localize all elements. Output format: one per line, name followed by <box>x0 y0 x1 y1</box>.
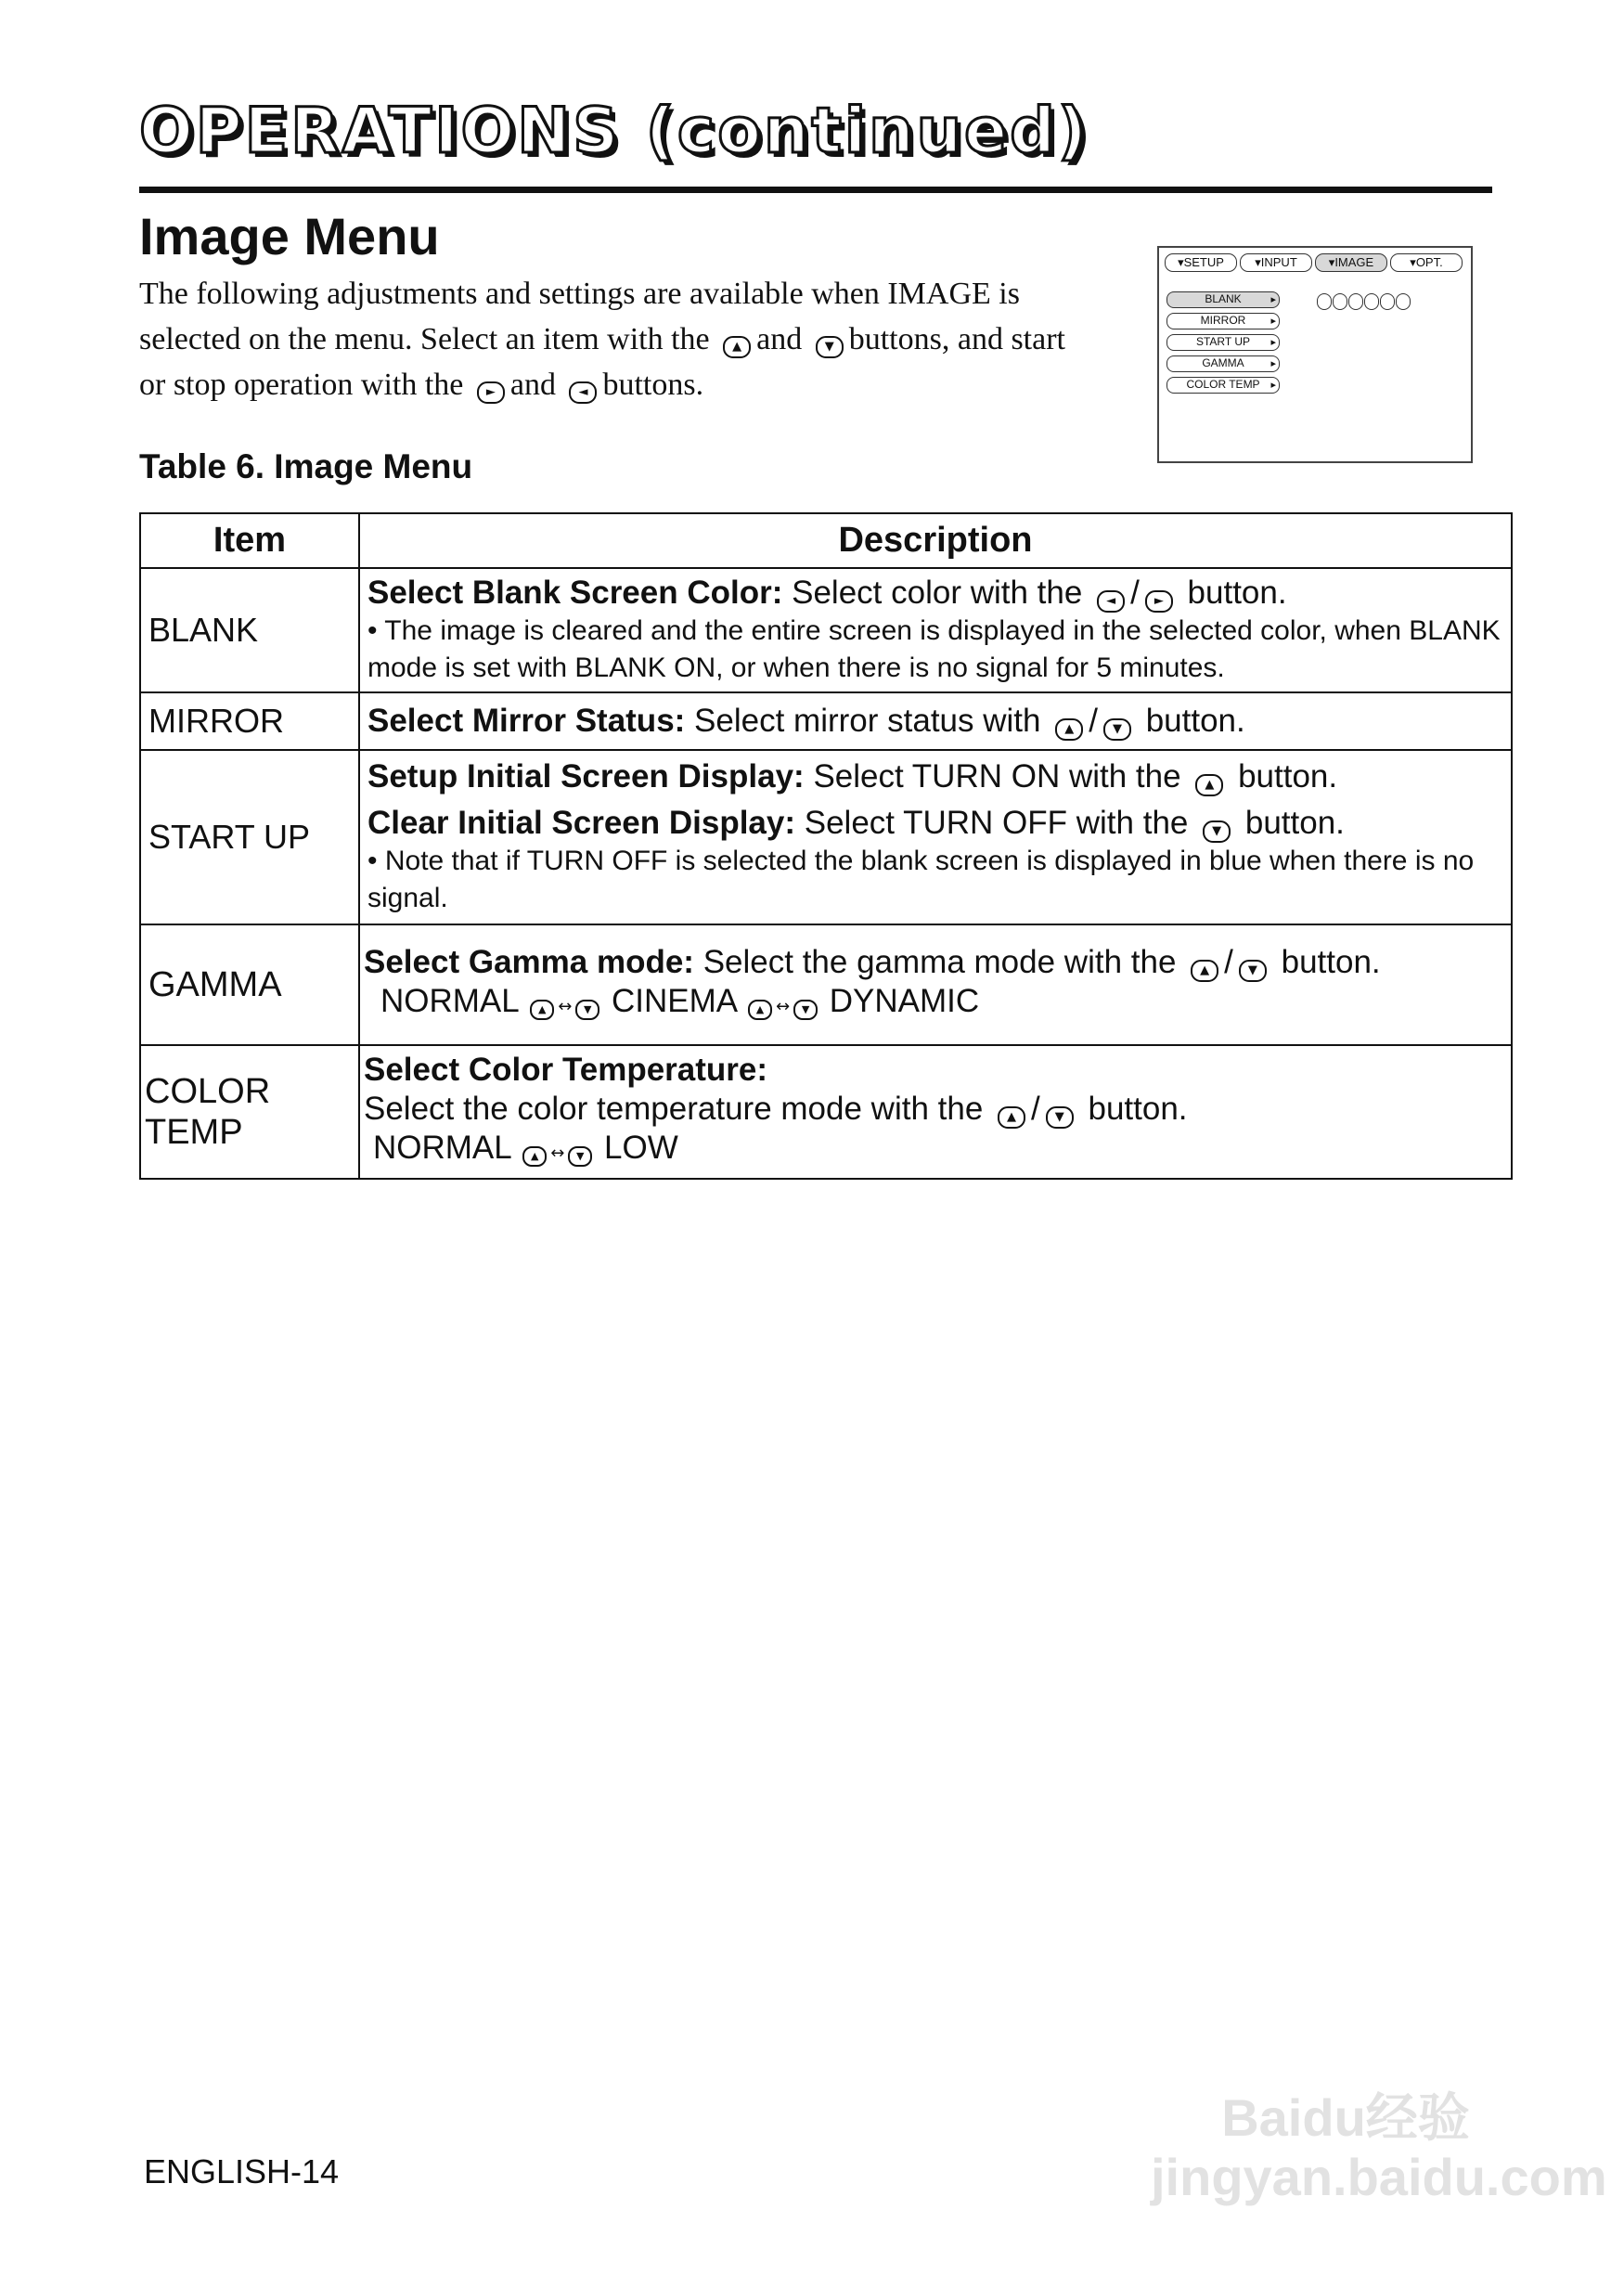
header-description: Description <box>359 513 1512 568</box>
intro-and-2: and <box>509 368 556 402</box>
up-button-icon: ▲ <box>723 336 751 358</box>
menu-tab-opt: ▾OPT. <box>1390 253 1463 272</box>
color-cells <box>1317 293 1411 310</box>
item-cell: GAMMA <box>140 924 359 1045</box>
image-menu-table <box>139 512 1513 1180</box>
tab-arrow-icon: ▾ <box>1410 255 1416 269</box>
description-cell <box>359 1045 1512 1179</box>
intro-paragraph <box>139 271 1095 407</box>
menu-preview-items <box>1166 291 1280 398</box>
menu-tab-image: ▾IMAGE <box>1315 253 1387 272</box>
tab-arrow-icon: ▾ <box>1255 255 1261 269</box>
header-item: Item <box>140 513 359 568</box>
menu-item-color-temp: COLOR TEMP ▸ <box>1166 377 1280 394</box>
table-row-color-temp <box>140 1045 1512 1179</box>
desc-line: Select Blank Screen Color: Select color with the ◄ / ► button. <box>367 575 1287 611</box>
up-button-icon: ▲ <box>530 1000 554 1020</box>
down-button-icon: ▼ <box>568 1146 592 1167</box>
up-button-icon: ▲ <box>748 1000 772 1020</box>
bidirectional-arrow-icon: ↔ <box>775 997 791 1016</box>
up-button-icon: ▲ <box>998 1106 1025 1129</box>
menu-item-start-up: START UP ▸ <box>1166 334 1280 351</box>
item-cell: MIRROR <box>140 692 359 750</box>
up-button-icon: ▲ <box>1195 774 1223 796</box>
down-button-icon: ▼ <box>1103 718 1131 741</box>
bidirectional-arrow-icon: ↔ <box>550 1143 565 1163</box>
item-cell: BLANK <box>140 568 359 692</box>
baidu-watermark: Baidu经验 jingyan.baidu.com <box>1151 2088 1607 2206</box>
description-cell: Select Mirror Status: Select mirror status with ▲ / ▼ button. <box>359 692 1512 750</box>
note-text: • The image is cleared and the entire screen is displayed in the selected color, when BLANK mode is set with BLANK ON, or when there is no signal for 5 minutes. <box>367 615 1501 683</box>
mode-sequence: NORMAL ▲ ↔ ▼ CINEMA ▲ ↔ ▼ DYNAMIC <box>380 983 980 1019</box>
right-button-icon: ► <box>477 381 505 404</box>
menu-item-mirror: MIRROR ▸ <box>1166 313 1280 329</box>
down-button-icon: ▼ <box>575 1000 599 1020</box>
item-cell: COLOR TEMP <box>140 1045 359 1179</box>
note-text: • Note that if TURN OFF is selected the blank screen is displayed in blue when there is no signal. <box>367 846 1475 913</box>
table-caption: Table 6. Image Menu <box>139 447 473 485</box>
down-button-icon: ▼ <box>1239 960 1267 982</box>
table-row-blank <box>140 568 1512 692</box>
menu-preview <box>1157 246 1473 463</box>
desc-line: Select the color temperature mode with the ▲ / ▼ button. <box>364 1091 1188 1127</box>
color-cell <box>1380 293 1395 310</box>
up-button-icon: ▲ <box>1191 960 1218 982</box>
tab-arrow-icon: ▾ <box>1328 255 1335 269</box>
item-cell: START UP <box>140 750 359 924</box>
menu-item-gamma: GAMMA ▸ <box>1166 355 1280 372</box>
desc-line: Select Gamma mode: Select the gamma mode with the ▲ / ▼ button. <box>364 944 1381 980</box>
left-button-icon: ◄ <box>1097 590 1125 613</box>
mode-sequence: NORMAL ▲ ↔ ▼ LOW <box>373 1130 678 1166</box>
table-row-mirror <box>140 692 1512 750</box>
down-button-icon: ▼ <box>1046 1106 1074 1129</box>
intro-text-3: buttons. <box>602 368 704 402</box>
down-button-icon: ▼ <box>816 336 844 358</box>
menu-tab-setup: ▾SETUP <box>1165 253 1237 272</box>
desc-line: Setup Initial Screen Display: Select TURN ON with the ▲ button. <box>367 758 1338 795</box>
up-button-icon: ▲ <box>1055 718 1083 741</box>
right-button-icon: ► <box>1145 590 1173 613</box>
section-title: Image Menu <box>139 207 440 265</box>
color-cell <box>1396 293 1411 310</box>
page-footer: ENGLISH-14 <box>144 2152 340 2190</box>
menu-preview-tabs <box>1165 253 1465 272</box>
color-cell <box>1333 293 1347 310</box>
menu-item-blank: BLANK ▸ <box>1166 291 1280 308</box>
intro-text-1: The following adjustments and settings are available when IMAGE is selected on the menu. Select an item with the <box>139 277 1020 356</box>
bidirectional-arrow-icon: ↔ <box>558 997 573 1016</box>
desc-line: Clear Initial Screen Display: Select TURN OFF with the ▼ button. <box>367 805 1345 841</box>
down-button-icon: ▼ <box>793 1000 818 1020</box>
heading-rule <box>139 187 1492 193</box>
desc-title: Select Color Temperature: <box>364 1052 768 1088</box>
intro-and-1: and <box>756 322 803 356</box>
menu-tab-input: ▾INPUT <box>1240 253 1312 272</box>
table-row-gamma <box>140 924 1512 1045</box>
tab-arrow-icon: ▾ <box>1178 255 1184 269</box>
color-cell <box>1317 293 1332 310</box>
description-cell <box>359 750 1512 924</box>
color-cell <box>1364 293 1379 310</box>
left-button-icon: ◄ <box>569 381 597 404</box>
description-cell <box>359 568 1512 692</box>
page-heading: OPERATIONS (continued) <box>139 95 1089 168</box>
description-cell <box>359 924 1512 1045</box>
down-button-icon: ▼ <box>1203 820 1231 843</box>
table-row-start-up <box>140 750 1512 924</box>
color-cell <box>1348 293 1363 310</box>
table-header-row <box>140 513 1512 568</box>
up-button-icon: ▲ <box>522 1146 547 1167</box>
intro-text-2: buttons, and start or stop operation with the <box>139 322 1065 402</box>
